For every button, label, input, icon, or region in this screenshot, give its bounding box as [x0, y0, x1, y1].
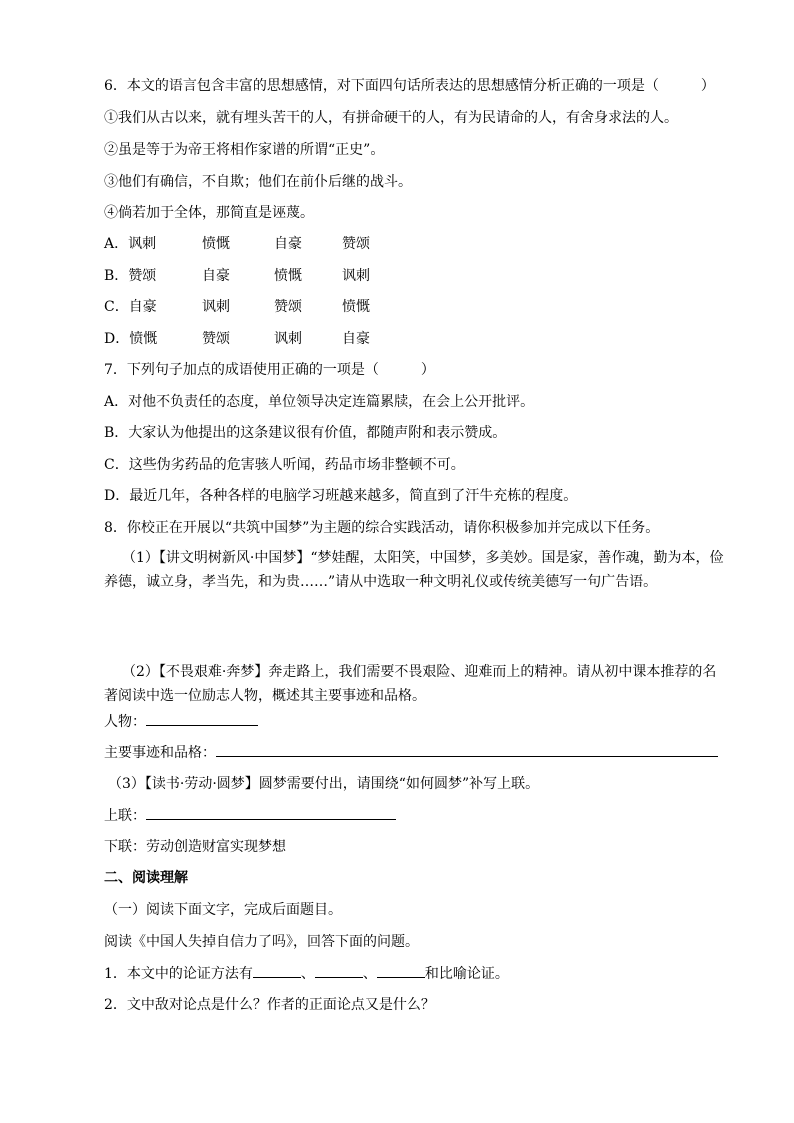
q7-stem: 7．下列句子加点的成语使用正确的一项是（ ） — [104, 362, 435, 378]
method-blank-2[interactable] — [315, 963, 363, 978]
q8-task-2: （2）【不畏艰难·奔梦】奔走路上，我们需要不畏艰险、迎难而上的精神。请从初中课本推荐的名著阅读中选一位励志人物，概述其主要事迹和品格。 — [104, 664, 717, 704]
deeds-field[interactable] — [104, 742, 718, 763]
person-field[interactable] — [104, 711, 258, 732]
person-blank[interactable] — [146, 711, 258, 726]
reading-intro: 阅读《中国人失掉自信力了吗》，回答下面的问题。 — [104, 934, 419, 950]
reading-q2: 2．文中敌对论点是什么？作者的正面论点又是什么？ — [104, 997, 435, 1013]
q6-option-c[interactable]: C．自豪 讽刺 赞颂 愤慨 — [104, 299, 370, 315]
q7-option-a[interactable]: A．对他不负责任的态度，单位领导决定连篇累牍，在会上公开批评。 — [104, 394, 535, 410]
deeds-blank[interactable] — [216, 742, 718, 757]
person-label: 人物： — [104, 714, 146, 730]
q7-option-d[interactable]: D．最近几年，各种各样的电脑学习班越来越多，简直到了汗牛充栋的程度。 — [104, 488, 578, 504]
q8-task-3: （3）【读书·劳动·圆梦】圆梦需要付出，请围绕“如何圆梦”补写上联。 — [108, 776, 540, 792]
q6-option-b[interactable]: B．赞颂 自豪 愤慨 讽刺 — [104, 268, 370, 284]
q7-option-c[interactable]: C．这些伪劣药品的危害骇人听闻，药品市场非整顿不可。 — [104, 457, 465, 473]
q6-sentence-4: ④倘若加于全体，那简直是诬蔑。 — [104, 205, 314, 221]
upper-couplet-field[interactable] — [104, 805, 396, 826]
q6-sentence-3: ③他们有确信，不自欺；他们在前仆后继的战斗。 — [104, 174, 412, 190]
q8-task-1: （1）【讲文明树新风·中国梦】“梦娃醒，太阳笑，中国梦，多美妙。国是家，善作魂，勤为本，俭养德，诚立身，孝当先，和为贵……”请从中选取一种文明礼仪或传统美德写一句广告语。 — [104, 550, 724, 590]
method-blank-1[interactable] — [253, 963, 301, 978]
upper-blank[interactable] — [146, 805, 396, 820]
reading-q1: 1．本文中的论证方法有 、 、 和比喻论证。 — [104, 963, 509, 984]
method-blank-3[interactable] — [377, 963, 425, 978]
q6-option-a[interactable]: A．讽刺 愤慨 自豪 赞颂 — [104, 236, 370, 252]
q6-stem: 6．本文的语言包含丰富的思想感情，对下面四句话所表达的思想感情分析正确的一项是（ ） — [104, 78, 715, 94]
q7-option-b[interactable]: B．大家认为他提出的这条建议很有价值，都随声附和表示赞成。 — [104, 425, 507, 441]
deeds-label: 主要事迹和品格： — [104, 745, 216, 761]
section-title: 二、阅读理解 — [104, 870, 188, 886]
q6-option-d[interactable]: D．愤慨 赞颂 讽刺 自豪 — [104, 331, 370, 347]
upper-label: 上联： — [104, 808, 146, 824]
q6-sentence-2: ②虽是等于为帝王将相作家谱的所谓“正史”。 — [104, 142, 385, 158]
section-subtitle: （一）阅读下面文字，完成后面题目。 — [104, 902, 342, 918]
q8-stem: 8．你校正在开展以“共筑中国梦”为主题的综合实践活动，请你积极参加并完成以下任务。 — [104, 520, 660, 536]
lower-couplet: 下联：劳动创造财富实现梦想 — [104, 839, 286, 855]
q6-sentence-1: ①我们从古以来，就有埋头苦干的人，有拼命硬干的人，有为民请命的人，有舍身求法的人。 — [104, 110, 678, 126]
